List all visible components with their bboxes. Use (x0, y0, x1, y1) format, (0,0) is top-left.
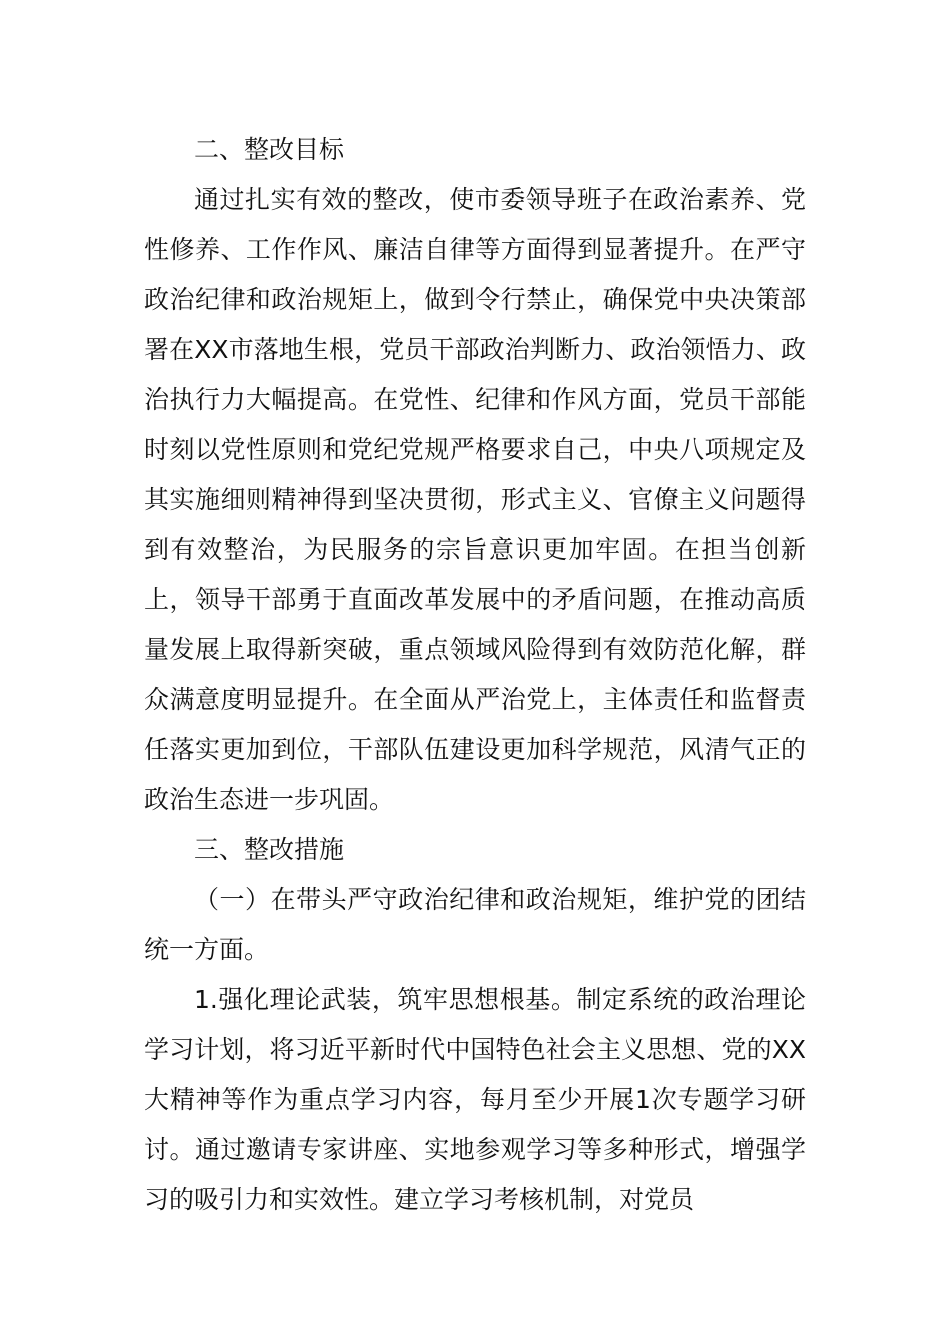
section-heading-measures: 三、整改措施 (194, 835, 345, 864)
document-body (144, 125, 806, 1225)
goals-paragraph: 通过扎实有效的整改，使市委领导班子在政治素养、党性修养、工作作风、廉洁自律等方面得到显著提升。在严守政治纪律和政治规矩上，做到令行禁止，确保党中央决策部署在XX市落地生根，党员干部政治判断力、政治领悟力、政治执行力大幅提高。在党性、纪律和作风方面，党员干部能时刻以党性原则和党纪党规严格要求自己，中央八项规定及其实施细则精神得到坚决贯彻，形式主义、官僚主义问题得到有效整治，为民服务的宗旨意识更加牢固。在担当创新上，领导干部勇于直面改革发展中的矛盾问题，在推动高质量发展上取得新突破，重点领域风险得到有效防范化解，群众满意度明显提升。在全面从严治党上，主体责任和监督责任落实更加到位，干部队伍建设更加科学规范，风清气正的政治生态进一步巩固。 (144, 185, 806, 814)
measure-item-1: 1.强化理论武装，筑牢思想根基。制定系统的政治理论学习计划，将习近平新时代中国特色社会主义思想、党的XX大精神等作为重点学习内容，每月至少开展1次专题学习研讨。通过邀请专家讲座、实地参观学习等多种形式，增强学习的吸引力和实效性。建立学习考核机制，对党员 (144, 985, 806, 1214)
subsection-heading-discipline: （一）在带头严守政治纪律和政治规矩，维护党的团结统一方面。 (144, 885, 806, 964)
section-heading-goals: 二、整改目标 (194, 135, 345, 164)
